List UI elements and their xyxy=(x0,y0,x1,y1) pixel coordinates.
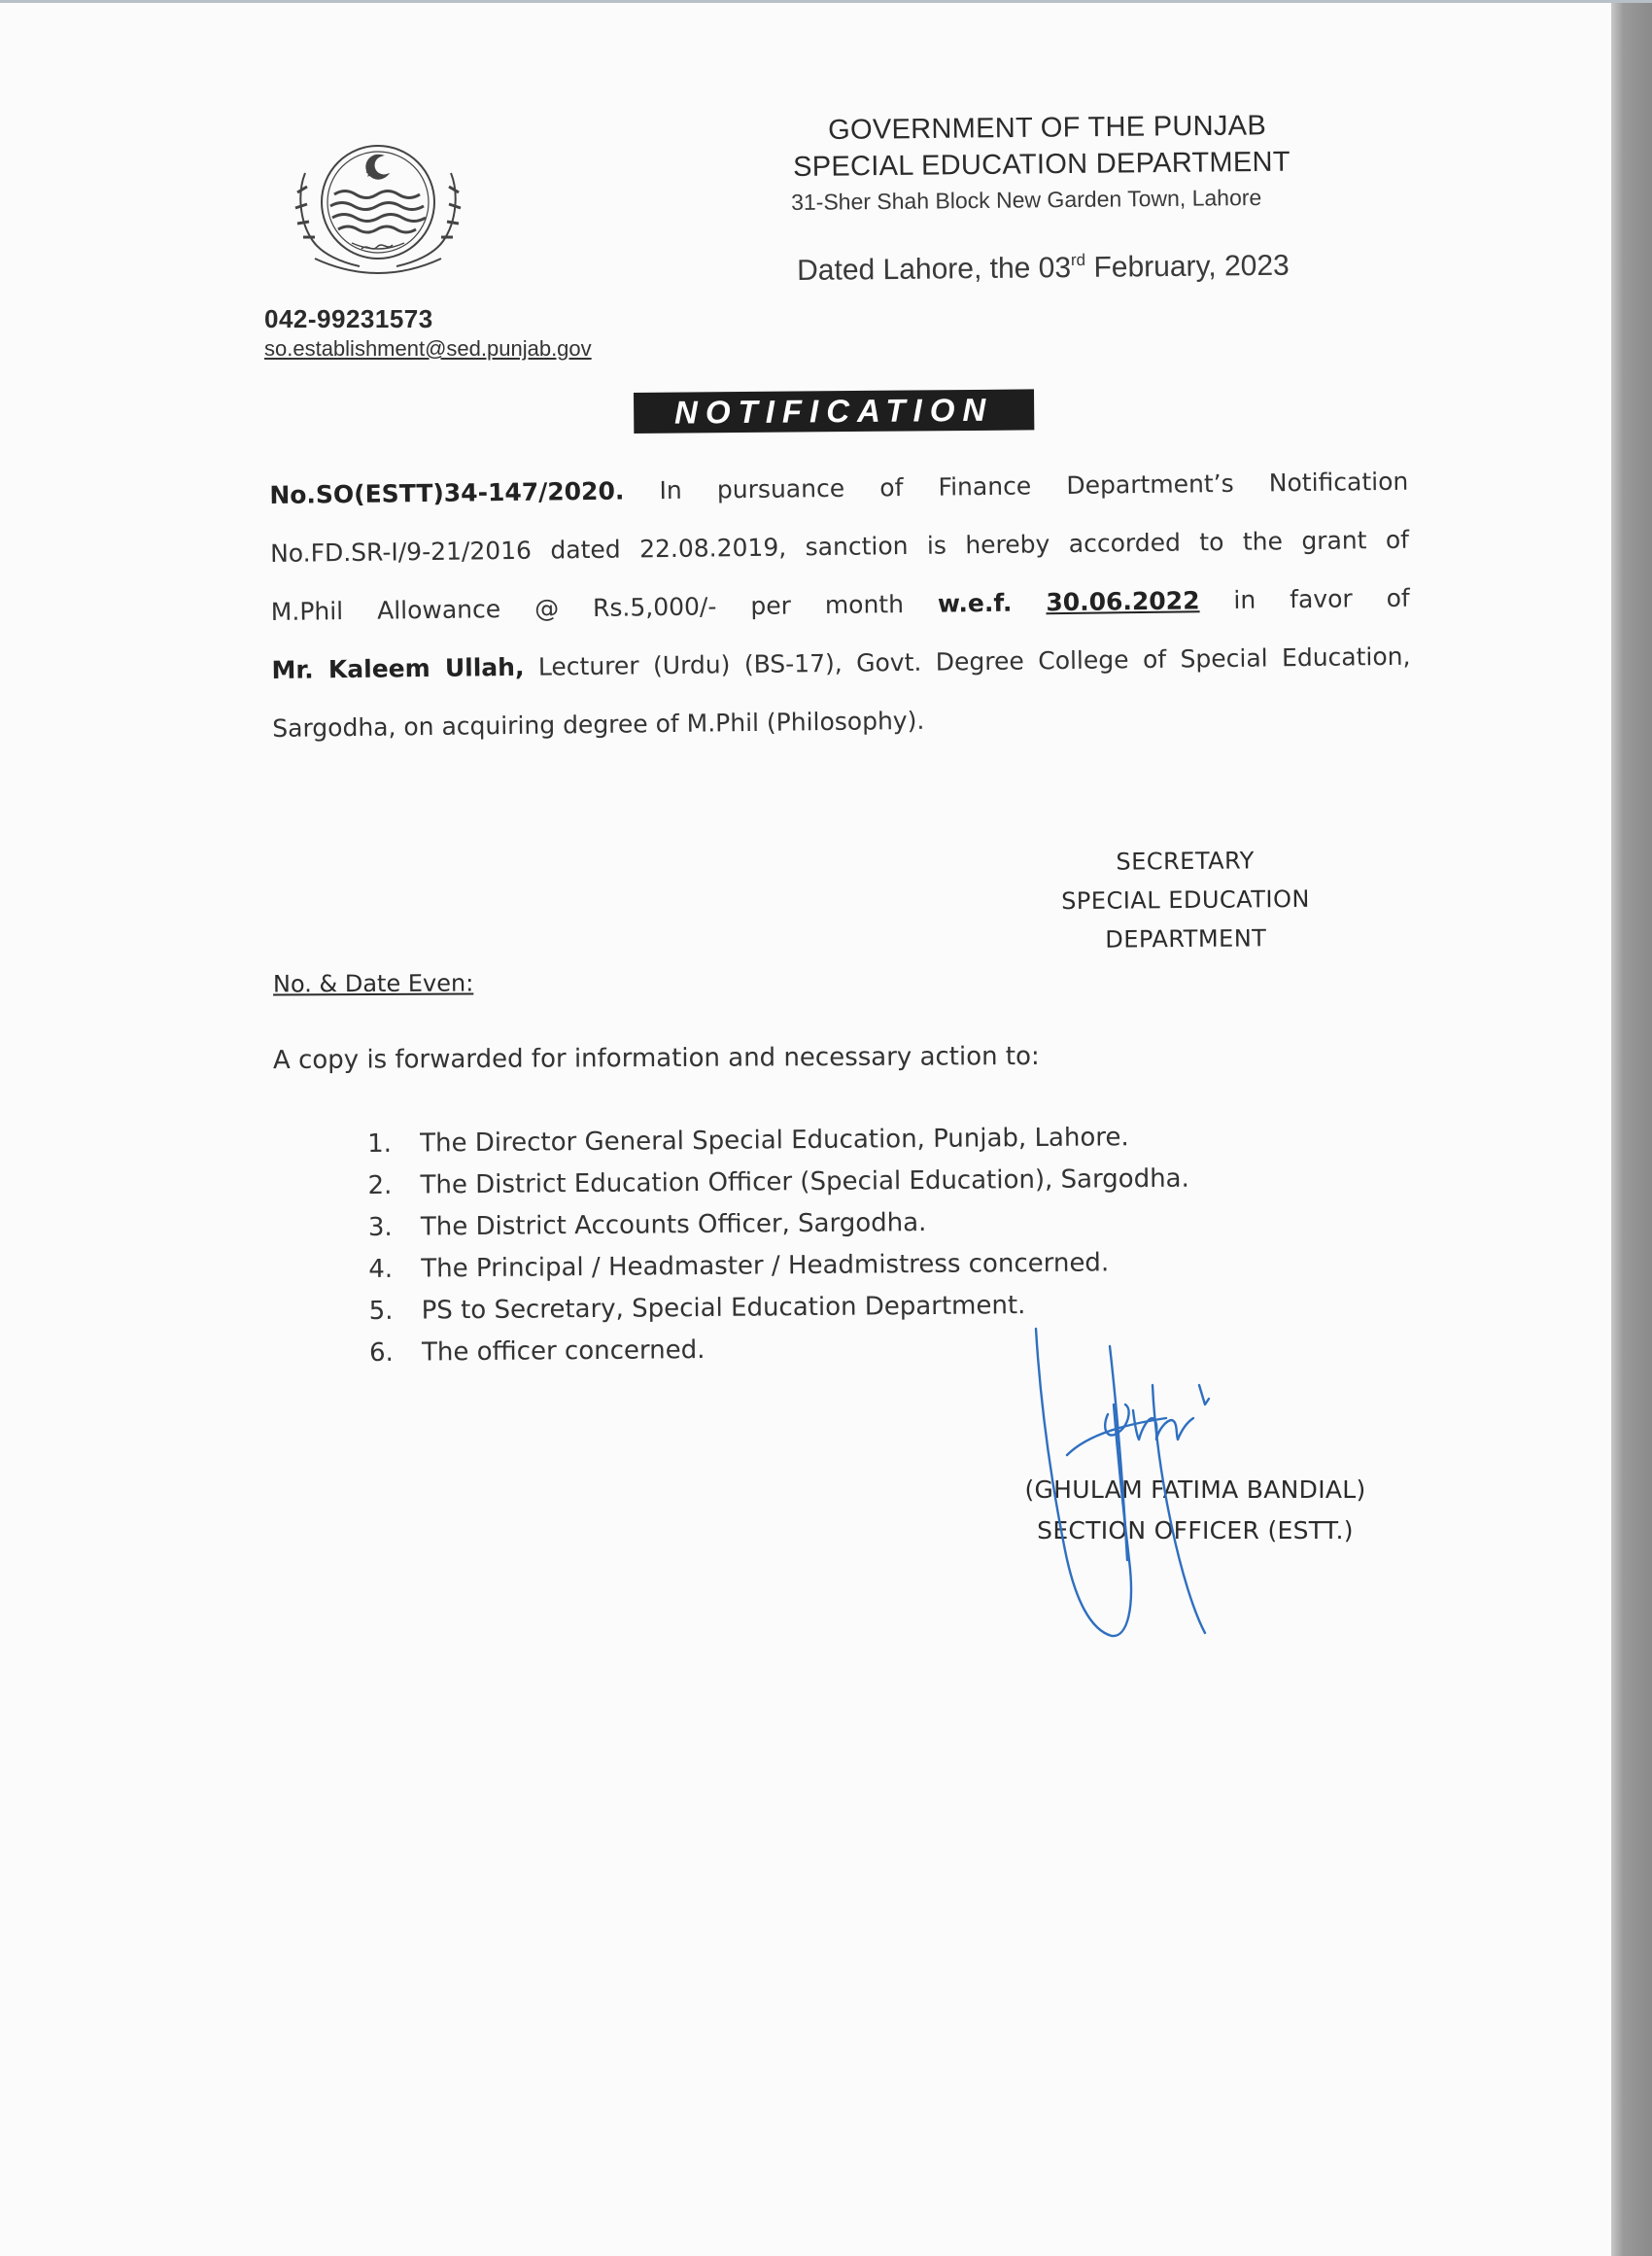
department-address: 31-Sher Shah Block New Garden Town, Lahore xyxy=(791,184,1262,215)
officer-name: (GHULAM FATIMA BANDIAL) xyxy=(1024,1475,1366,1504)
department-name: SPECIAL EDUCATION DEPARTMENT xyxy=(793,146,1291,183)
scan-edge xyxy=(1611,0,1652,2256)
person-name: Mr. Kaleem Ullah, xyxy=(271,652,525,684)
body-line-4-text: Lecturer (Urdu) (BS-17), Govt. Degree College of Special Education, xyxy=(524,642,1411,681)
list-text: The Director General Special Education, Punjab, Lahore. xyxy=(420,1123,1129,1159)
secretary-block xyxy=(1010,840,1360,959)
body-line-3-text: M.Phil Allowance @ Rs.5,000/- per month xyxy=(270,589,939,626)
wef-label: w.e.f. xyxy=(937,588,1013,618)
list-item xyxy=(367,1159,1189,1207)
body-line-3-end: in favor of xyxy=(1199,583,1410,615)
list-text: The officer concerned. xyxy=(421,1335,706,1368)
list-item xyxy=(368,1242,1190,1291)
secretary-line-2: SPECIAL EDUCATION xyxy=(1061,885,1310,916)
scan-top-edge xyxy=(0,0,1652,3)
phone-number: 042-99231573 xyxy=(264,304,433,333)
body-line-2: No.FD.SR-I/9-21/2016 dated 22.08.2019, sanction is hereby accorded to the grant of xyxy=(269,525,1410,568)
email-address: so.establishment@sed.punjab.gov xyxy=(264,336,592,361)
date-line xyxy=(797,250,1290,288)
date-ordinal-suffix: rd xyxy=(1070,250,1086,270)
effective-date: 30.06.2022 xyxy=(1046,586,1200,617)
date-rest: February, 2023 xyxy=(1084,249,1290,284)
list-number: 5. xyxy=(368,1296,394,1326)
list-item xyxy=(367,1117,1189,1165)
date-prefix: Dated Lahore, the 03 xyxy=(797,252,1072,287)
notification-title: NOTIFICATION xyxy=(634,389,1034,434)
list-number: 2. xyxy=(367,1170,393,1200)
punjab-government-emblem-icon xyxy=(276,134,480,290)
body-line-1-text: In pursuance of Finance Department’s Notification xyxy=(624,467,1409,505)
list-number: 3. xyxy=(367,1212,393,1242)
list-text: The Principal / Headmaster / Headmistress concerned. xyxy=(421,1248,1110,1284)
notification-body xyxy=(269,453,1412,758)
contact-block xyxy=(264,304,592,362)
officer-designation: SECTION OFFICER (ESTT.) xyxy=(1037,1516,1354,1544)
body-line-5: Sargodha, on acquiring degree of M.Phil (Philosophy). xyxy=(272,706,925,743)
secretary-line-3: DEPARTMENT xyxy=(1105,924,1267,954)
reference-number: No.SO(ESTT)34-147/2020. xyxy=(269,476,625,509)
list-number: 4. xyxy=(368,1254,394,1284)
no-and-date-even: No. & Date Even: xyxy=(272,969,474,998)
list-item xyxy=(368,1200,1190,1249)
handwritten-signature-icon xyxy=(1011,1317,1302,1648)
list-number: 6. xyxy=(368,1337,395,1368)
list-number: 1. xyxy=(367,1128,393,1159)
list-text: The District Education Officer (Special Education), Sargodha. xyxy=(420,1163,1189,1200)
list-text: The District Accounts Officer, Sargodha. xyxy=(420,1207,927,1242)
copy-forwarded-intro: A copy is forwarded for information and necessary action to: xyxy=(272,1041,1040,1076)
secretary-line-1: SECRETARY xyxy=(1116,847,1256,876)
list-text: PS to Secretary, Special Education Department. xyxy=(421,1291,1026,1326)
government-name: GOVERNMENT OF THE PUNJAB xyxy=(828,110,1267,146)
